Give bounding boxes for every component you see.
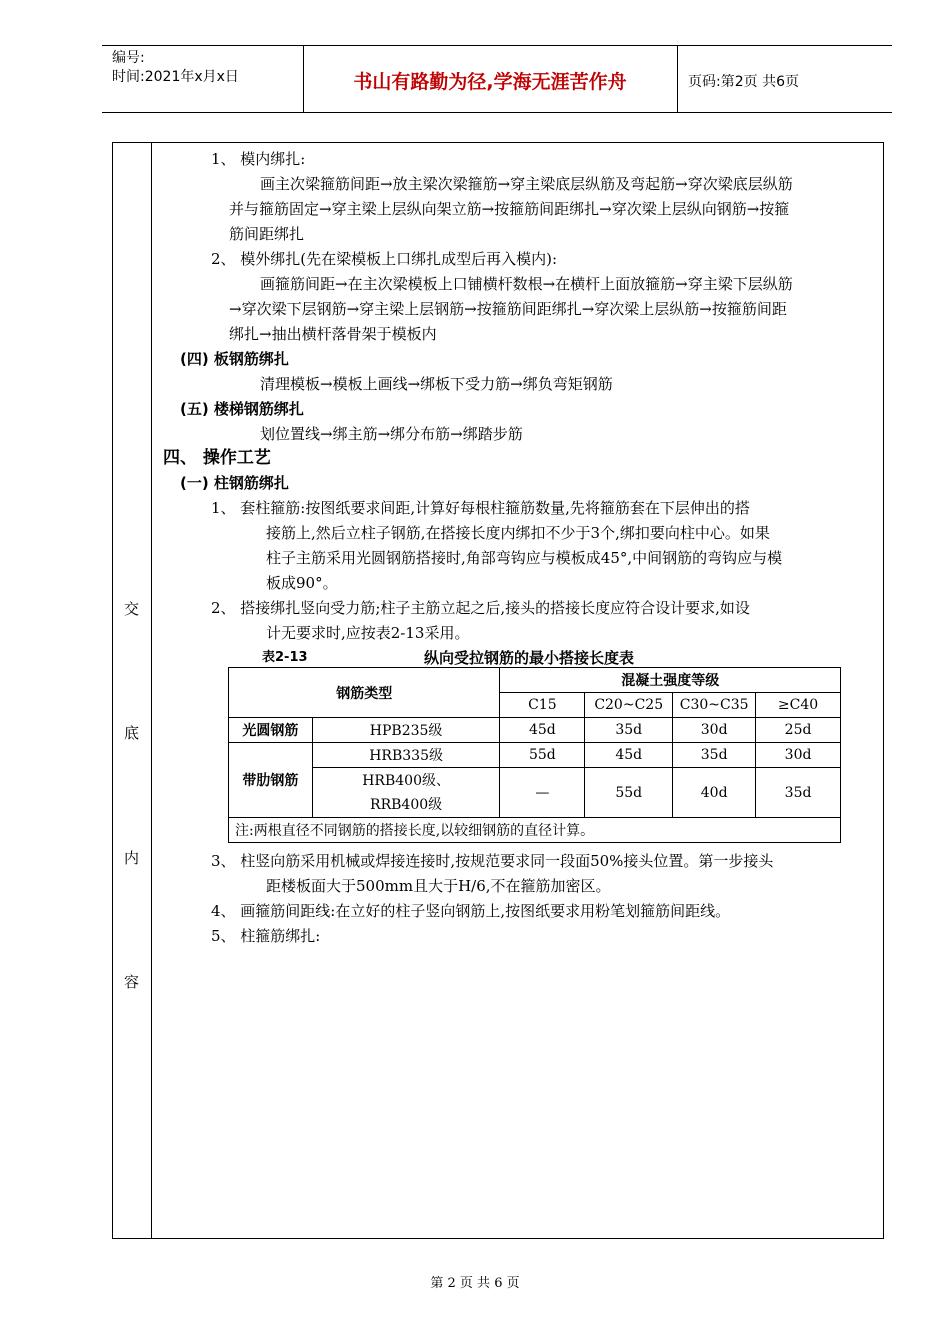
header-divider (677, 45, 678, 113)
table-header-cell: 钢筋类型 (229, 668, 500, 718)
table-note: 注:两根直径不同钢筋的搭接长度,以较细钢筋的直径计算。 (229, 818, 841, 843)
time-label: 时间:2021年x月x日 (112, 69, 239, 85)
paragraph-line: 板成90°。 (266, 574, 338, 592)
section-heading: (四) 板钢筋绑扎 (180, 350, 289, 368)
table-cell: 55d (585, 768, 673, 818)
table-category-cell: 带肋钢筋 (229, 743, 313, 818)
side-label-char: 内 (123, 849, 139, 867)
table-header-cell: 混凝土强度等级 (500, 668, 841, 693)
list-item: 3、 柱竖向筋采用机械或焊接连接时,按规范要求同一段面50%接头位置。第一步接头 (211, 852, 774, 870)
table-header-row (229, 668, 841, 693)
lap-length-table (228, 667, 841, 843)
table-cell: — (500, 768, 585, 818)
header-meta (112, 49, 239, 87)
paragraph-line: 筋间距绑扎 (229, 225, 305, 243)
list-item: 1、 套柱箍筋:按图纸要求间距,计算好每根柱箍筋数量,先将箍筋套在下层伸出的搭 (211, 499, 750, 517)
page-footer: 第 2 页 共 6 页 (430, 1276, 520, 1291)
table-cell: 30d (756, 743, 841, 768)
table-row (229, 768, 841, 818)
side-label-char: 底 (123, 724, 139, 742)
list-item: 2、 模外绑扎(先在梁模板上口绑扎成型后再入模内): (211, 250, 558, 268)
header-top-rule (102, 45, 892, 46)
page-header (102, 45, 892, 113)
table-cell: 45d (500, 718, 585, 743)
section-heading: (一) 柱钢筋绑扎 (180, 474, 289, 492)
table-row (229, 743, 841, 768)
paragraph-line: 划位置线→绑主筋→绑分布筋→绑踏步筋 (260, 425, 523, 443)
table-cell: 30d (673, 718, 756, 743)
table-note-row (229, 818, 841, 843)
paragraph-line: 画箍筋间距→在主次梁模板上口铺横杆数根→在横杆上面放箍筋→穿主梁下层纵筋 (260, 275, 793, 293)
header-page-label: 页码:第2页 共6页 (688, 74, 799, 90)
paragraph-line: 画主次梁箍筋间距→放主梁次梁箍筋→穿主梁底层纵筋及弯起筋→穿次梁底层纵筋 (260, 175, 793, 193)
table-cell: 35d (673, 743, 756, 768)
table-category-cell: 光圆钢筋 (229, 718, 313, 743)
paragraph-line: 计无要求时,应按表2-13采用。 (266, 624, 470, 642)
table-number: 表2-13 (262, 650, 308, 665)
table-cell: 35d (756, 768, 841, 818)
paragraph-line: 绑扎→抽出横杆落骨架于模板内 (229, 325, 437, 343)
table-title: 纵向受拉钢筋的最小搭接长度表 (424, 649, 635, 667)
table-cell: 25d (756, 718, 841, 743)
side-column-divider (151, 142, 152, 1239)
table-cell: HRB335级 (312, 743, 500, 768)
table-header-cell: ≥C40 (756, 693, 841, 718)
paragraph-line: 清理模板→模板上画线→绑板下受力筋→绑负弯矩钢筋 (260, 375, 613, 393)
table-cell: 35d (585, 718, 673, 743)
table-cell: 55d (500, 743, 585, 768)
list-item: 1、 模内绑扎: (211, 150, 306, 168)
header-motto: 书山有路勤为径,学海无涯苦作舟 (353, 71, 627, 93)
list-item: 2、 搭接绑扎竖向受力筋;柱子主筋立起之后,接头的搭接长度应符合设计要求,如设 (211, 599, 750, 617)
table-cell: 45d (585, 743, 673, 768)
side-label-char: 容 (123, 973, 139, 991)
table-cell: HRB400级、RRB400级 (312, 768, 500, 818)
paragraph-line: 柱子主筋采用光圆钢筋搭接时,角部弯钩应与模板成45°,中间钢筋的弯钩应与模 (266, 549, 783, 567)
table-row (229, 718, 841, 743)
table-cell: HPB235级 (312, 718, 500, 743)
table-header-cell: C15 (500, 693, 585, 718)
paragraph-line: 并与箍筋固定→穿主梁上层纵向架立筋→按箍筋间距绑扎→穿次梁上层纵向钢筋→按箍 (229, 200, 790, 218)
section-heading: (五) 楼梯钢筋绑扎 (180, 400, 304, 418)
side-label-char: 交 (123, 600, 139, 618)
list-item: 5、 柱箍筋绑扎: (211, 927, 321, 945)
paragraph-line: 接筋上,然后立柱子钢筋,在搭接长度内绑扣不少于3个,绑扣要向柱中心。如果 (266, 524, 770, 542)
list-item: 4、 画箍筋间距线:在立好的柱子竖向钢筋上,按图纸要求用粉笔划箍筋间距线。 (211, 902, 731, 920)
paragraph-line: 距楼板面大于500mm且大于H/6,不在箍筋加密区。 (266, 877, 611, 895)
table-header-cell: C30~C35 (673, 693, 756, 718)
number-label: 编号: (112, 50, 145, 66)
chapter-heading: 四、 操作工艺 (163, 448, 271, 468)
table-header-cell: C20~C25 (585, 693, 673, 718)
paragraph-line: →穿次梁下层钢筋→穿主梁上层钢筋→按箍筋间距绑扎→穿次梁上层纵筋→按箍筋间距 (229, 300, 787, 318)
header-bottom-rule (102, 112, 892, 113)
table-cell: 40d (673, 768, 756, 818)
